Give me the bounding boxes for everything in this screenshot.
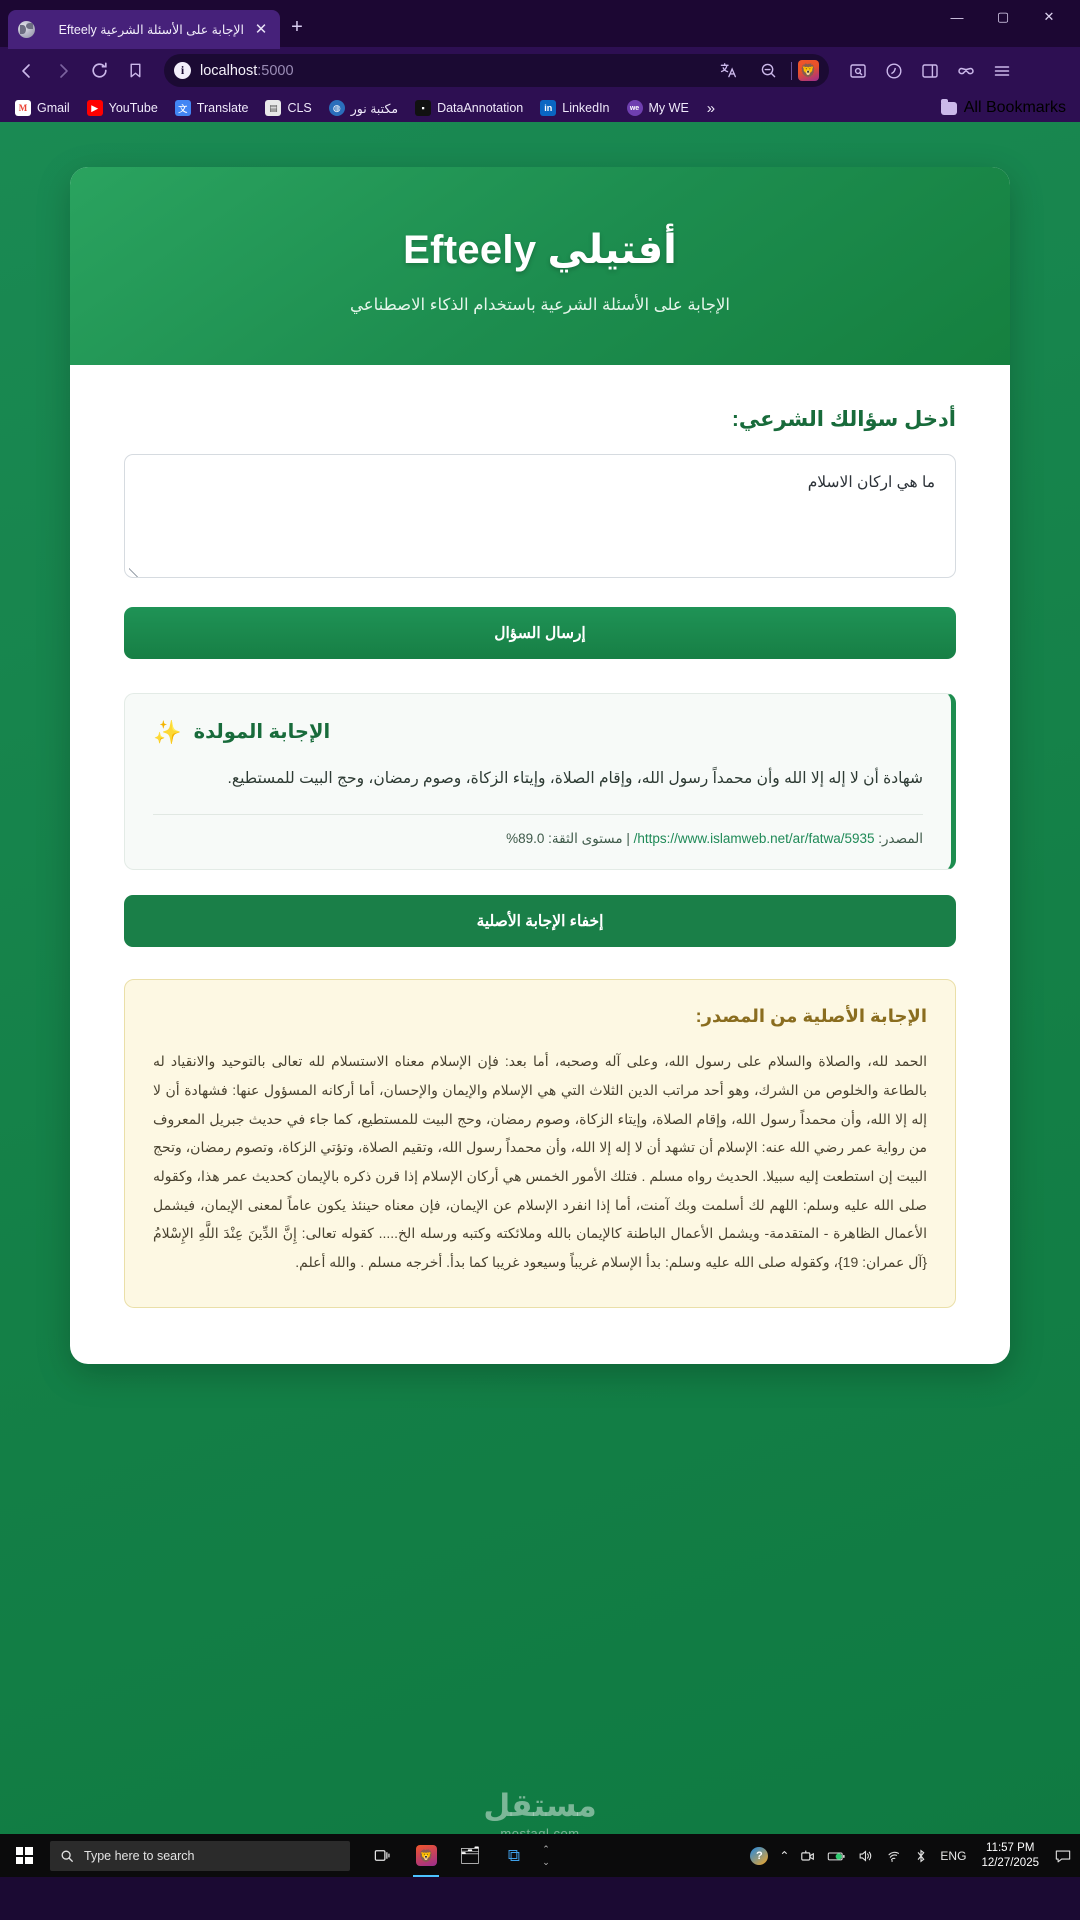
- volume-glyph: [857, 1848, 874, 1864]
- search-icon: [60, 1849, 74, 1863]
- app-header: [70, 167, 1010, 365]
- my-we-icon: we: [627, 100, 643, 116]
- volume-icon[interactable]: [857, 1848, 874, 1864]
- dataannotation-icon: ▪: [415, 100, 431, 116]
- navigation-toolbar: [0, 47, 1080, 94]
- task-view-icon: [373, 1846, 392, 1865]
- bookmark-translate[interactable]: [168, 97, 256, 119]
- google-translate-icon: 文: [175, 100, 191, 116]
- bookmark-noor-library[interactable]: [322, 97, 405, 119]
- wifi-glyph: [885, 1848, 902, 1864]
- toggle-original-answer-button[interactable]: إخفاء الإجابة الأصلية: [124, 895, 956, 947]
- camera-icon[interactable]: [800, 1848, 816, 1864]
- battery-icon[interactable]: [827, 1848, 846, 1864]
- taskbar-apps: [362, 1834, 554, 1877]
- question-input-wrapper: [124, 432, 956, 583]
- bluetooth-glyph: [913, 1848, 929, 1864]
- notification-center-icon[interactable]: [1054, 1848, 1072, 1864]
- taskbar-vscode-button[interactable]: [494, 1834, 534, 1877]
- meta-separator: |: [626, 831, 630, 847]
- submit-question-button[interactable]: إرسال السؤال: [124, 607, 956, 659]
- url-port: :5000: [257, 62, 294, 79]
- linkedin-icon: in: [540, 100, 556, 116]
- url-text: [200, 63, 702, 79]
- bookmark-my-we[interactable]: [620, 97, 696, 119]
- page-subtitle: الإجابة على الأسئلة الشرعية باستخدام الذكاء الاصطناعي: [349, 296, 731, 314]
- close-tab-icon[interactable]: ✕: [254, 21, 268, 38]
- start-button[interactable]: [0, 1834, 48, 1877]
- window-controls: [934, 0, 1072, 47]
- tab-strip: [0, 0, 1080, 47]
- taskbar-clock[interactable]: [977, 1841, 1043, 1870]
- app-body: [70, 365, 1010, 1364]
- help-icon[interactable]: ?: [750, 1847, 768, 1865]
- youtube-icon: ▶: [87, 100, 103, 116]
- page-title: أفتيلي Efteely: [403, 228, 677, 272]
- bookmark-label: LinkedIn: [562, 101, 610, 115]
- bluetooth-icon[interactable]: [913, 1848, 929, 1864]
- bookmark-gmail[interactable]: [8, 97, 77, 119]
- question-input[interactable]: [124, 454, 956, 578]
- question-field-label: أدخل سؤالك الشرعي:: [731, 408, 956, 431]
- all-bookmarks-entry[interactable]: [941, 99, 1072, 117]
- bookmark-label: Translate: [196, 101, 249, 115]
- language-indicator[interactable]: ENG: [940, 1848, 967, 1863]
- zoom-out-icon[interactable]: [751, 54, 785, 88]
- folder-icon: [941, 102, 957, 115]
- reload-icon[interactable]: [82, 54, 116, 88]
- generated-answer-heading: الإجابة المولدة: [193, 721, 331, 743]
- bookmark-star-icon[interactable]: [118, 54, 152, 88]
- generated-answer-header: [153, 720, 923, 744]
- sparkles-icon: ✨: [153, 718, 182, 745]
- page-viewport: [0, 122, 1080, 1877]
- brave-rewards-icon[interactable]: [877, 54, 911, 88]
- close-window-button[interactable]: ✕: [1043, 9, 1055, 24]
- maximize-button[interactable]: ▢: [996, 9, 1010, 24]
- bookmark-label: My WE: [648, 101, 689, 115]
- file-explorer-icon: 🗂: [459, 1845, 481, 1865]
- vscode-icon: ⧉: [507, 1845, 521, 1865]
- globe-favicon: [18, 21, 35, 38]
- tab-title: الإجابة على الأسئلة الشرعية Efteely: [58, 23, 244, 37]
- cls-icon: ▤: [265, 100, 281, 116]
- system-tray: [750, 1841, 1080, 1870]
- clock-date: 12/27/2025: [981, 1856, 1039, 1869]
- bookmark-label: Gmail: [37, 101, 70, 115]
- bookmark-cls[interactable]: [258, 97, 318, 119]
- all-bookmarks-label: All Bookmarks: [963, 99, 1066, 116]
- answer-divider: [153, 814, 923, 815]
- new-tab-button[interactable]: +: [291, 15, 303, 38]
- bookmark-linkedin[interactable]: [533, 97, 616, 119]
- camera-glyph: [800, 1848, 816, 1864]
- bookmark-dataannotation[interactable]: [408, 97, 530, 119]
- bookmark-youtube[interactable]: [80, 97, 165, 119]
- watermark-arabic: مستقل: [483, 1788, 597, 1823]
- chat-bubble-glyph: [1054, 1848, 1072, 1864]
- generated-answer-text: شهادة أن لا إله إلا الله وأن محمداً رسول الله، وإقام الصلاة، وإيتاء الزكاة، وصوم رمضان، وحج البيت للمستطيع.: [227, 770, 923, 787]
- browser-tab[interactable]: [8, 10, 280, 49]
- confidence-value: 89.0%: [506, 831, 545, 847]
- battery-glyph: [827, 1848, 846, 1864]
- app-card: [70, 167, 1010, 1364]
- reading-list-icon[interactable]: [841, 54, 875, 88]
- brave-icon: 🦁: [416, 1845, 437, 1866]
- taskbar-search-placeholder: Type here to search: [84, 1848, 195, 1863]
- windows-logo-icon: [16, 1847, 33, 1864]
- answer-meta: [153, 831, 923, 847]
- back-icon[interactable]: [10, 54, 44, 88]
- original-source-heading: الإجابة الأصلية من المصدر:: [695, 1006, 927, 1027]
- bookmark-label: YouTube: [108, 101, 158, 115]
- task-view-button[interactable]: [362, 1834, 402, 1877]
- brave-shields-icon[interactable]: 🦁: [798, 60, 819, 81]
- taskbar-file-explorer-button[interactable]: [450, 1834, 490, 1877]
- sidebar-icon[interactable]: [913, 54, 947, 88]
- taskbar-brave-button[interactable]: [406, 1834, 446, 1877]
- scroll-indicator[interactable]: ⌃ ⌄: [542, 1843, 550, 1867]
- translate-icon[interactable]: [711, 54, 745, 88]
- omnibox-divider: [791, 62, 792, 80]
- source-prefix: المصدر:: [878, 831, 923, 847]
- original-source-panel: [124, 979, 956, 1308]
- bookmark-label: مكتبة نور: [350, 101, 399, 116]
- wifi-icon[interactable]: [885, 1848, 902, 1864]
- clock-time: 11:57 PM: [986, 1841, 1035, 1854]
- hamburger-menu-icon[interactable]: [985, 54, 1019, 88]
- source-link[interactable]: https://www.islamweb.net/ar/fatwa/5935/: [633, 831, 875, 847]
- bookmark-label: DataAnnotation: [437, 101, 524, 115]
- gmail-icon: M: [15, 100, 31, 116]
- bookmarks-bar: [0, 94, 1080, 122]
- hidden-icons-chevron[interactable]: ⌃: [779, 1848, 790, 1863]
- minimize-button[interactable]: —: [950, 9, 964, 25]
- confidence-label: مستوى الثقة:: [548, 831, 623, 847]
- bookmarks-overflow-button[interactable]: »: [706, 99, 716, 117]
- site-info-icon[interactable]: i: [174, 62, 191, 79]
- omnibox-actions: [711, 54, 819, 88]
- original-source-text: الحمد لله، والصلاة والسلام على رسول الله، وعلى آله وصحبه، أما بعد: فإن الإسلام معناه الاستسلام لله تعالى بالتوحيد والانقياد له بالطاعة والخلوص من الشرك، وهو أحد مراتب الدين الثلاث التي هي الإسلام والإيمان والإحسان، أما أركانه المسؤول عنها: فشهادة أن لا إله إلا الله، وأن محمداً رسول الله، وإقام الصلاة، وإيتاء الزكاة، وصوم رمضان، وحج البيت للمستطيع، كما جاء في حديث جبريل المعروف من رواية عمر رضي الله عنه: الإسلام أن تشهد أن لا إله إلا الله، وأن محمداً رسول الله، وتقيم الصلاة، وتؤتي الزكاة، وتصوم رمضان، وتحج البيت إن استطعت إليه سبيلا. الحديث رواه مسلم . فتلك الأمور الخمس هي أركان الإسلام إذا قرن ذكره بالإيمان كحديث عمر هذا، وكقوله صلى الله عليه وسلم: اللهم لك أسلمت وبك آمنت، أما إذا انفرد الإسلام عن الإيمان، فإن معناه حينئذ يكون عاماً لمعنى الإيمان، فيشمل الأعمال الظاهرة - المتقدمة- ويشمل الأعمال الباطنة كالإيمان بالله وملائكته وكتبه ورسله الخ..... كقوله تعالى: إِنَّ الدِّينَ عِنْدَ اللَّهِ الإِسْلامُ {آل عمران: 19}، وكقوله صلى الله عليه وسلم: بدأ الإسلام غريباً وسيعود غريبا كما بدأ. أخرجه مسلم . والله أعلم.: [153, 1053, 928, 1271]
- url-host: localhost: [200, 62, 258, 79]
- noor-library-icon: ◍: [329, 100, 345, 116]
- brave-wallet-icon[interactable]: [949, 54, 983, 88]
- bookmark-label: CLS: [287, 101, 312, 115]
- address-bar[interactable]: [164, 54, 829, 87]
- windows-taskbar: [0, 1834, 1080, 1877]
- forward-icon[interactable]: [46, 54, 80, 88]
- generated-answer-panel: [124, 693, 956, 870]
- taskbar-search-box[interactable]: [50, 1841, 350, 1871]
